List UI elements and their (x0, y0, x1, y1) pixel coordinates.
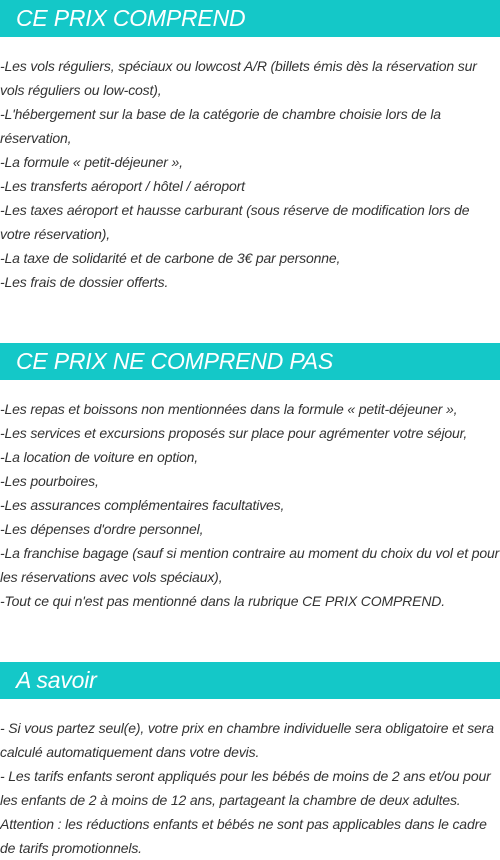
list-item: -La formule « petit-déjeuner », (0, 154, 183, 170)
list-item: -Les frais de dossier offerts. (0, 274, 169, 290)
list-item: - Les tarifs enfants seront appliqués pour les bébés de moins de 2 ans et/ou pour les enfants de 2 à moins de 12 ans, partageant la chambre de deux adultes. (0, 768, 491, 808)
good-to-know-list (0, 716, 500, 860)
list-item: -La franchise bagage (sauf si mention contraire au moment du choix du vol et pour les réservations avec vols spéciaux), (0, 545, 500, 585)
section-title-not-included: CE PRIX NE COMPREND PAS (16, 348, 334, 374)
section-title-included: CE PRIX COMPREND (16, 5, 246, 31)
list-item: -Les dépenses d'ordre personnel, (0, 521, 204, 537)
section-title-good-to-know: A savoir (16, 667, 97, 693)
section-banner-good-to-know (0, 662, 500, 699)
section-included (0, 0, 500, 294)
section-not-included (0, 343, 500, 613)
not-included-list (0, 397, 500, 613)
included-list (0, 54, 500, 294)
section-banner-included (0, 0, 500, 37)
section-banner-not-included (0, 343, 500, 380)
list-item: -Les taxes aéroport et hausse carburant (sous réserve de modification lors de votre réservation), (0, 202, 470, 242)
list-item: -L'hébergement sur la base de la catégorie de chambre choisie lors de la réservation, (0, 106, 441, 146)
list-item: -Les vols réguliers, spéciaux ou lowcost A/R (billets émis dès la réservation sur vols réguliers ou low-cost), (0, 58, 477, 98)
list-item: -Les services et excursions proposés sur place pour agrémenter votre séjour, (0, 425, 468, 441)
list-item: -Les assurances complémentaires facultatives, (0, 497, 285, 513)
list-item: Attention : les réductions enfants et bébés ne sont pas applicables dans le cadre de tarifs promotionnels. (0, 816, 487, 856)
list-item: -La location de voiture en option, (0, 449, 199, 465)
list-item: -Les pourboires, (0, 473, 99, 489)
list-item: -Tout ce qui n'est pas mentionné dans la rubrique CE PRIX COMPREND. (0, 593, 445, 609)
section-good-to-know (0, 662, 500, 860)
list-item: -La taxe de solidarité et de carbone de 3€ par personne, (0, 250, 341, 266)
list-item: - Si vous partez seul(e), votre prix en chambre individuelle sera obligatoire et sera calculé automatiquement dans votre devis. (0, 720, 494, 760)
list-item: -Les transferts aéroport / hôtel / aéroport (0, 178, 245, 194)
list-item: -Les repas et boissons non mentionnées dans la formule « petit-déjeuner », (0, 401, 458, 417)
